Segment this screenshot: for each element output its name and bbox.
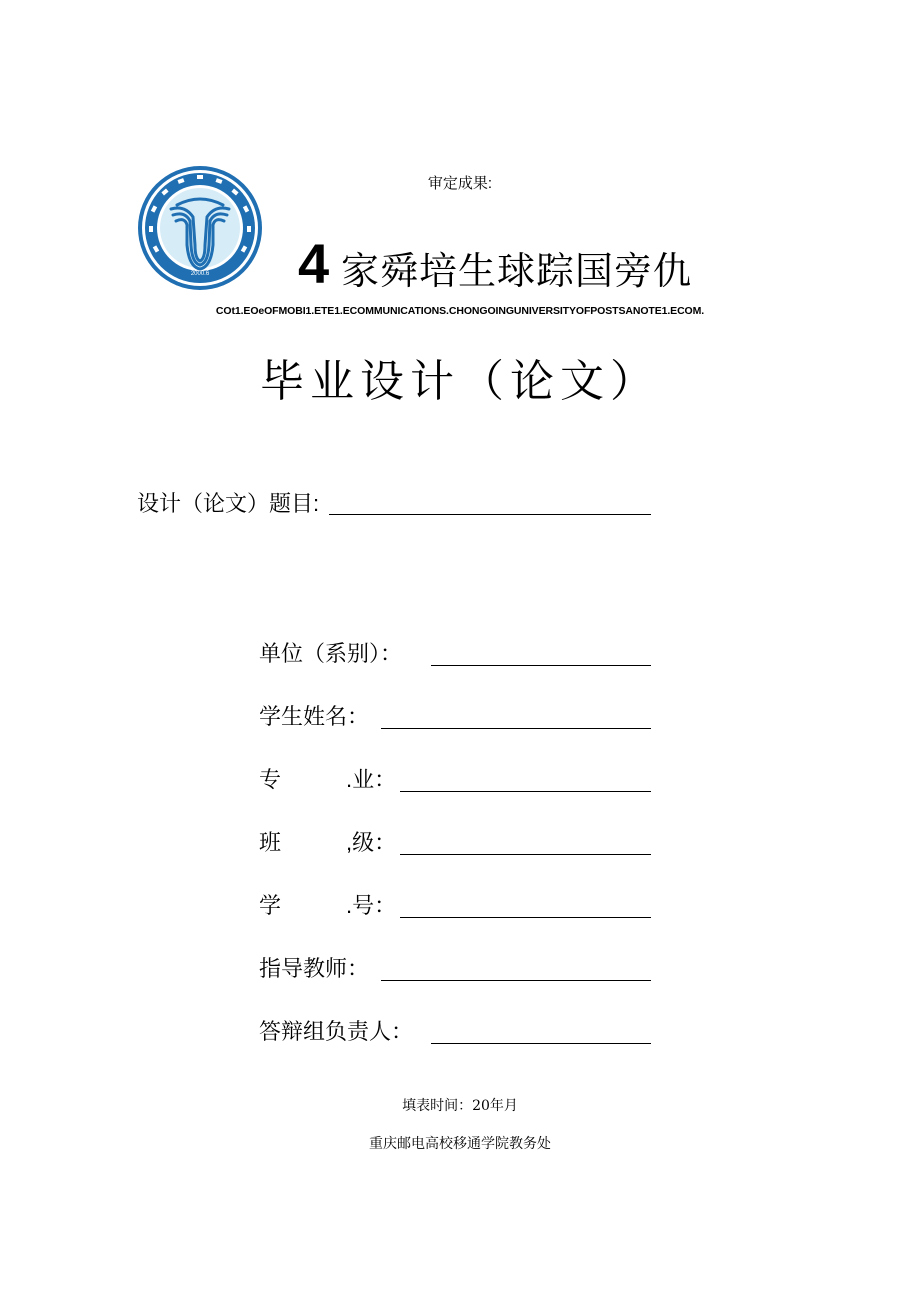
student-id-input-line[interactable] — [400, 917, 651, 918]
defense-leader-label: 答辩组负责人： — [259, 1019, 414, 1044]
major-input-line[interactable] — [400, 791, 651, 792]
fill-time: 填表时间：20年月 — [402, 1098, 518, 1114]
class-input-line[interactable] — [400, 854, 651, 855]
class-label-a: 班 — [259, 830, 282, 855]
school-name: 家舜培生球踪国旁仇 — [341, 249, 693, 293]
thesis-title: 毕业设计（论文） — [260, 356, 660, 407]
school-english-name: COt1.EOeOFMOBI1.ETE1.ECOMMUNICATIONS.CHONGOINGUNIVERSITYOFPOSTSANOTE1.ECOM. — [215, 305, 705, 317]
unit-label: 单位（系别）： — [259, 641, 403, 666]
advisor-input-line[interactable] — [381, 980, 651, 981]
advisor-label: 指导教师： — [259, 956, 370, 981]
academic-office: 重庆邮电高校移通学院教务处 — [369, 1136, 551, 1152]
major-label-b: .业： — [346, 767, 397, 792]
class-label-b: ,级： — [346, 830, 397, 855]
defense-leader-input-line[interactable] — [431, 1043, 651, 1044]
svg-text:2000.6: 2000.6 — [190, 271, 210, 277]
student-name-input-line[interactable] — [381, 728, 651, 729]
student-id-label-a: 学 — [259, 893, 282, 918]
student-id-label-b: .号： — [346, 893, 397, 918]
topic-label: 设计（论文）题目: — [137, 491, 320, 516]
topic-input-line[interactable] — [329, 514, 651, 515]
unit-input-line[interactable] — [431, 665, 651, 666]
major-label-a: 专 — [259, 767, 282, 792]
student-name-label: 学生姓名： — [259, 704, 370, 729]
school-number: 4 — [298, 232, 330, 295]
school-emblem-icon — [137, 165, 263, 291]
review-label: 审定成果: — [427, 175, 493, 192]
